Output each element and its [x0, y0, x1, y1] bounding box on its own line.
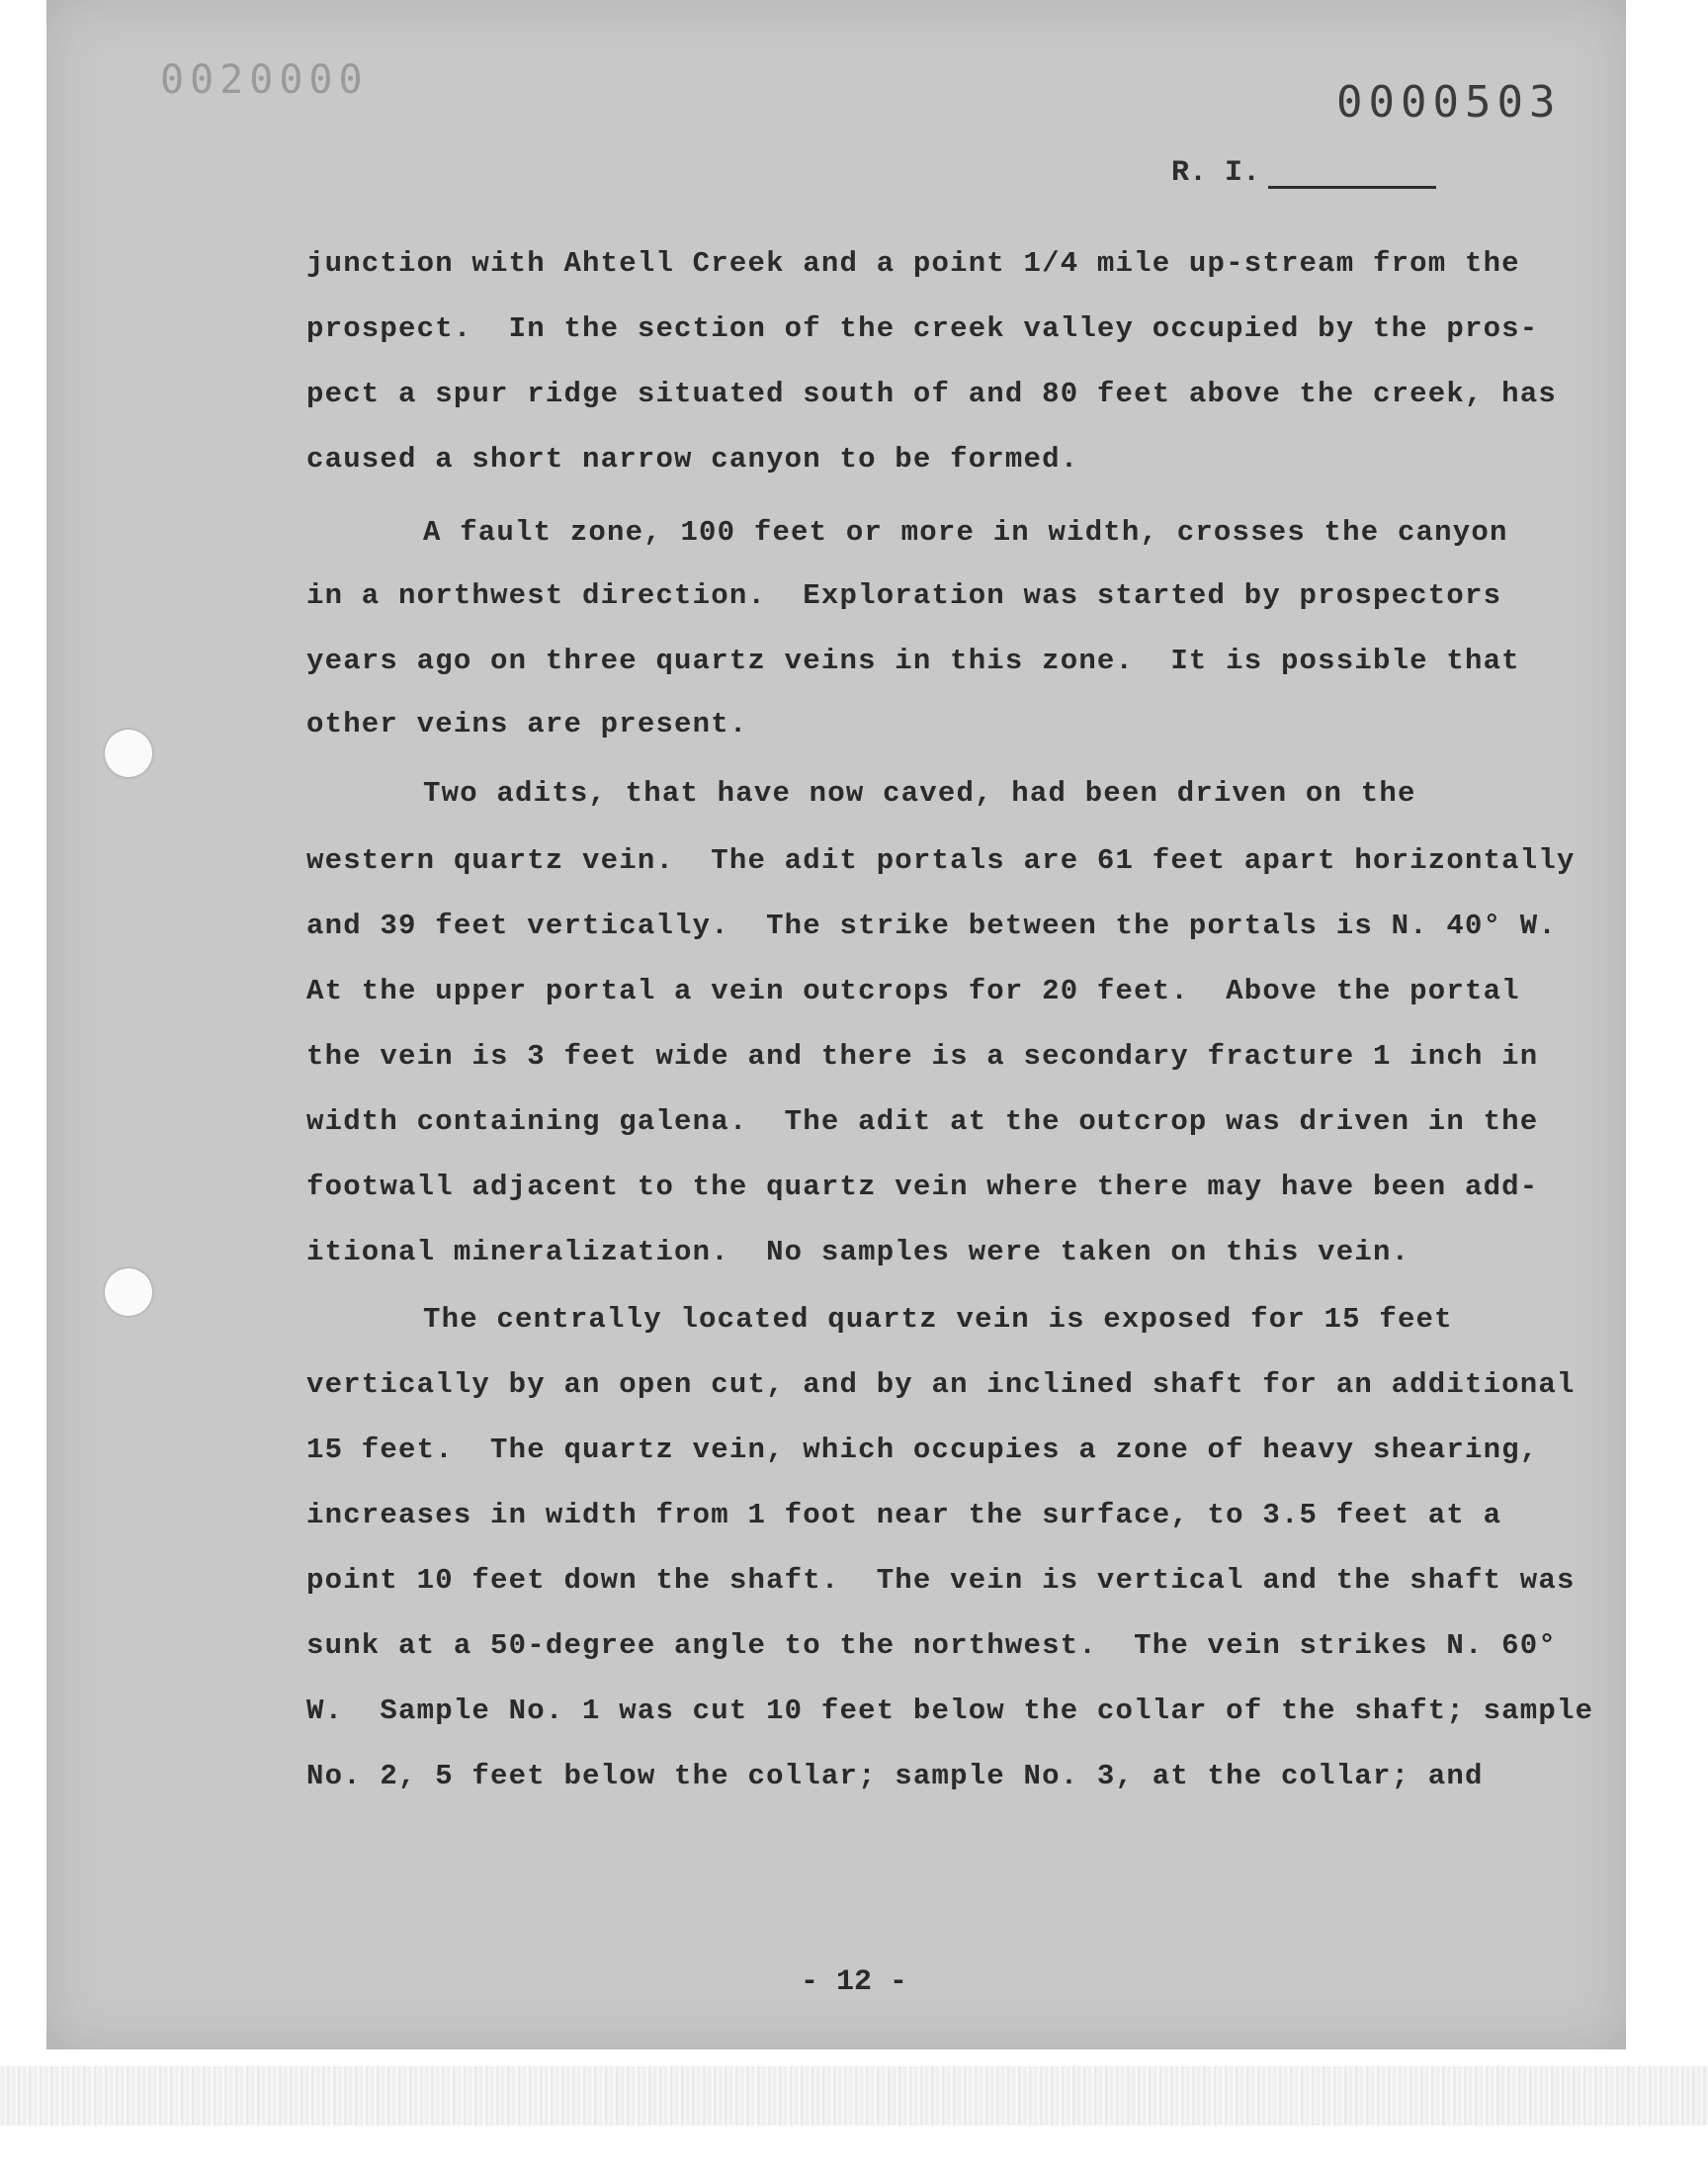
- text-line: A fault zone, 100 feet or more in width, crosses the canyon: [423, 516, 1508, 549]
- text-line: and 39 feet vertically. The strike between the portals is N. 40° W.: [306, 910, 1557, 942]
- text-line: increases in width from 1 foot near the surface, to 3.5 feet at a: [306, 1499, 1502, 1531]
- archive-stamp-number: 0020000: [160, 57, 369, 103]
- ri-label: R. I.: [1171, 156, 1261, 190]
- text-line: junction with Ahtell Creek and a point 1/4 mile up-stream from the: [306, 247, 1520, 280]
- text-line: No. 2, 5 feet below the collar; sample No. 3, at the collar; and: [306, 1760, 1484, 1792]
- text-line: footwall adjacent to the quartz vein where there may have been add-: [306, 1171, 1539, 1203]
- text-line: caused a short narrow canyon to be formed.: [306, 443, 1079, 476]
- document-number: 0000503: [1336, 77, 1562, 128]
- text-line: 15 feet. The quartz vein, which occupies a zone of heavy shearing,: [306, 1434, 1539, 1466]
- text-line: width containing galena. The adit at the outcrop was driven in the: [306, 1105, 1539, 1138]
- text-line: point 10 feet down the shaft. The vein is vertical and the shaft was: [306, 1564, 1576, 1597]
- text-line: Two adits, that have now caved, had been driven on the: [423, 777, 1416, 810]
- scan-bottom-edge: [0, 2066, 1708, 2126]
- text-line: itional mineralization. No samples were taken on this vein.: [306, 1236, 1410, 1268]
- text-line: in a northwest direction. Exploration was started by prospectors: [306, 579, 1502, 612]
- text-line: other veins are present.: [306, 708, 748, 740]
- punch-hole-lower: [105, 1268, 152, 1316]
- text-line: pect a spur ridge situated south of and 80 feet above the creek, has: [306, 378, 1557, 410]
- text-line: the vein is 3 feet wide and there is a secondary fracture 1 inch in: [306, 1040, 1539, 1073]
- text-line: vertically by an open cut, and by an inclined shaft for an additional: [306, 1368, 1576, 1401]
- text-line: At the upper portal a vein outcrops for 20 feet. Above the portal: [306, 975, 1520, 1007]
- text-line: prospect. In the section of the creek valley occupied by the pros-: [306, 312, 1539, 345]
- document-page: [46, 0, 1626, 2049]
- text-line: years ago on three quartz veins in this zone. It is possible that: [306, 645, 1520, 677]
- text-line: sunk at a 50-degree angle to the northwest. The vein strikes N. 60°: [306, 1629, 1557, 1662]
- ri-blank-line: [1268, 186, 1436, 189]
- text-line: western quartz vein. The adit portals are 61 feet apart horizontally: [306, 844, 1576, 877]
- punch-hole-upper: [105, 730, 152, 777]
- text-line: The centrally located quartz vein is exposed for 15 feet: [423, 1303, 1453, 1336]
- page-number: - 12 -: [800, 1965, 908, 1999]
- text-line: W. Sample No. 1 was cut 10 feet below the collar of the shaft; sample: [306, 1695, 1594, 1727]
